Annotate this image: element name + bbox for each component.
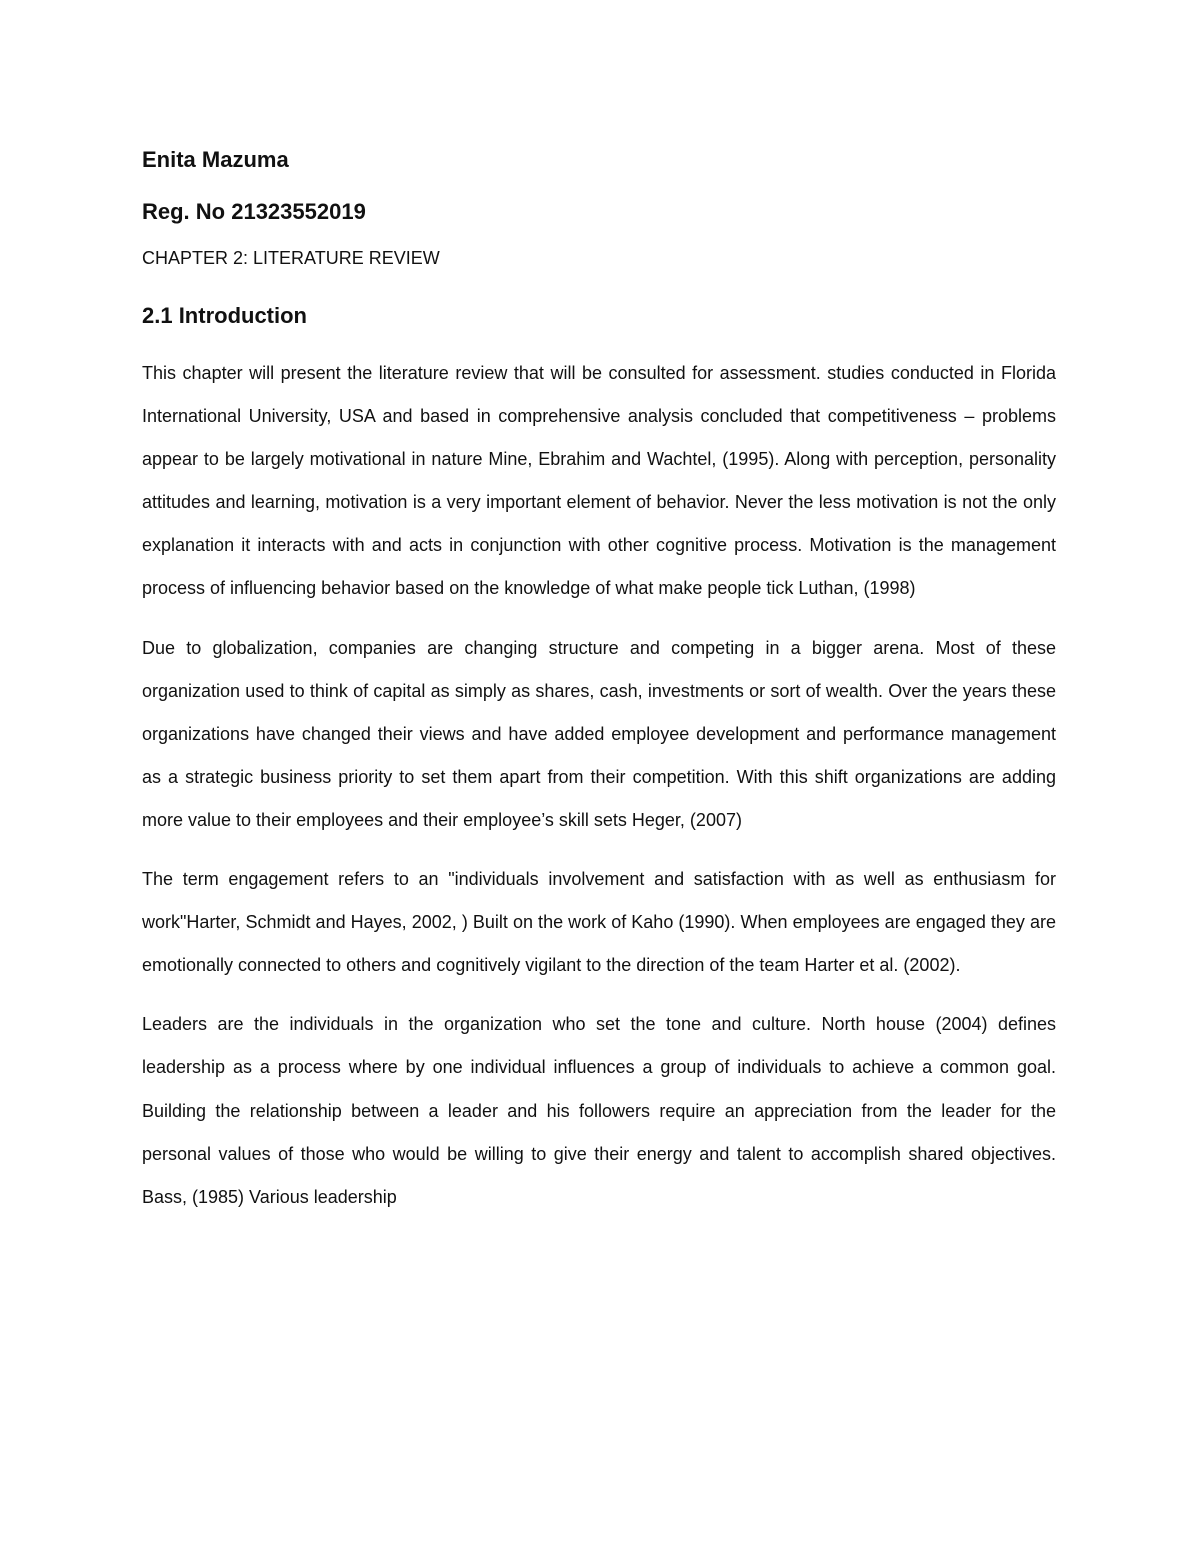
document-body	[142, 140, 1056, 1219]
paragraph: Due to globalization, companies are changing structure and competing in a bigger arena. Most of these organization used to think of capital as simply as shares, cash, investments or sort of wealth. Over the years these organizations have changed their views and have added employee development and performance management as a strategic business priority to set them apart from their competition. With this shift organizations are adding more value to their employees and their employee’s skill sets Heger, (2007)	[142, 637, 1056, 830]
author-name: Enita Mazuma	[142, 147, 289, 172]
chapter-title: CHAPTER 2: LITERATURE REVIEW	[142, 248, 440, 268]
registration-number: Reg. No 21323552019	[142, 199, 366, 224]
paragraph: This chapter will present the literature review that will be consulted for assessment. studies conducted in Florida International University, USA and based in comprehensive analysis concluded that competitiveness – problems appear to be largely motivational in nature Mine, Ebrahim and Wachtel, (1995). Along with perception, personality attitudes and learning, motivation is a very important element of behavior. Never the less motivation is not the only explanation it interacts with and acts in conjunction with other cognitive process. Motivation is the management process of influencing behavior based on the knowledge of what make people tick Luthan, (1998)	[142, 363, 1056, 599]
paragraph: Leaders are the individuals in the organization who set the tone and culture. North house (2004) defines leadership as a process where by one individual influences a group of individuals to achieve a common goal. Building the relationship between a leader and his followers require an appreciation from the leader for the personal values of those who would be willing to give their energy and talent to accomplish shared objectives. Bass, (1985) Various leadership	[142, 1014, 1056, 1207]
paragraph: The term engagement refers to an "individuals involvement and satisfaction with as well as enthusiasm for work"Harter, Schmidt and Hayes, 2002, ) Built on the work of Kaho (1990). When employees are engaged they are emotionally connected to others and cognitively vigilant to the direction of the team Harter et al. (2002).	[142, 869, 1056, 976]
section-heading: 2.1 Introduction	[142, 303, 307, 328]
